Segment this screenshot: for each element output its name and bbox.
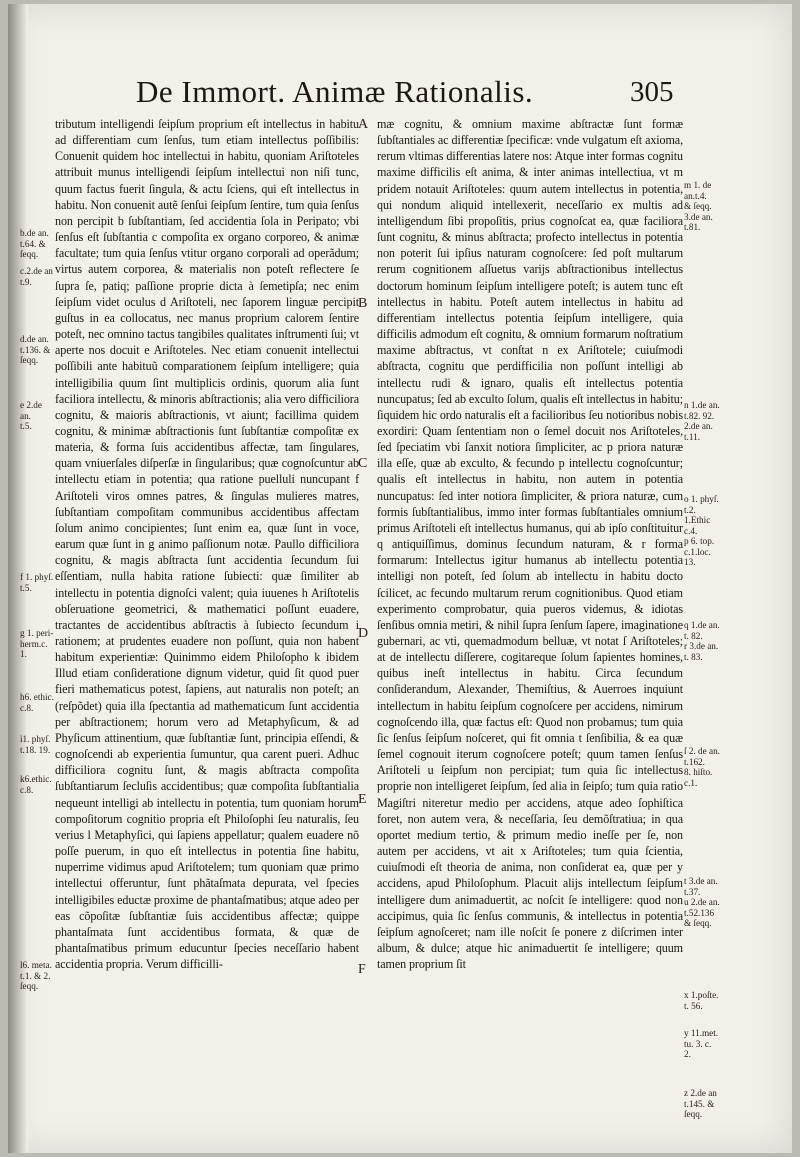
- margin-note: e 2.de an. t.5.: [20, 400, 42, 431]
- margin-note: d.de an. t.136. & ſeqq.: [20, 334, 51, 365]
- margin-note: ſ 2. de an. t.162. 8. hiſto. c.1.: [684, 746, 720, 788]
- section-letter-a: A: [358, 117, 369, 132]
- section-letter-d: D: [358, 626, 369, 641]
- margin-note: c.2.de an t.9.: [20, 266, 53, 287]
- right-text-column: [377, 116, 683, 972]
- left-column-text: tributum intelligendi ſeipſum proprium eſt intellectus in habitu ad differentiam cum ſenſus, tum etiam intellectus poſſibilis: Conuenit quidem hoc intellectui in habitu, quoniam Ariſtoteles attribuit munus intelligendi ſeipſum intellectui non niſi tunc, quum factus fuerit ſingula, & actu ſciens, qui eſt intellectus in habitu. Non conuenit autẽ ſenſui ſeipſum ſentire, tum quia ſenſus non percipit b ſubſtantiam, ſed accidentia ſola in Peripato; vbi ſenſus eſt ſubſtantia c compoſita ex organo corporeo, & animæ facultate; tum quia ſenſus vtitur organo corporali ad operãdum; virtus autem corporea, & materialis non poteſt reflectere ſe ſupra ſe, patiq; paſſione proprie dicta à ſemetipſa; nec enim ſeipſum videt oculus d Ariſtoteli, nec ſaporem linguæ percipit guſtus in ea collocatus, nec manus proprium calorem ſentire poteſt, nec omnino tactus tangibiles qualitates inſtrumenti ſui; vt aperte nos docuit e Ariſtoteles. Nec etiam conuenit intellectui poſſibili ante habituũ comparationem ſeipſum intelligere; quia intelligibilia quum ſint multiplicis ordinis, quorum alia ſunt faciliora intellectu, & minoris abſtractionis; alia vero difficiliora cognitu, & maioris abſtractionis, vt aiunt; facillima quidem cognitu, & minimæ abſtractionis ſunt ſubſtantiæ compoſitæ ex materia, & forma ſuis accidentibus affectæ, tam ſingulares, quam vniuerſales diſperſæ in ſingularibus; quæ cognoſcuntur ab intellectu etiam in potentia; qua ratione puelluli nuncupant f Ariſtoteli viros omnes patres, & ſingulas mulieres matres, ſubſtantiam compoſitam communibus accidentibus affectam ſolum animo concipientes; ſunt enim ea, quæ ſunt in voce, earum quæ ſunt in g animo paſſionum notæ. Paullo difficiliora cognitu, & magis abſtracta ſunt accidentia ſecundum ſui eſſentiam, nulla habita ratione ſubiecti: quæ ſimiliter ab intellectu in potentia dignoſci valent; quia iuuenes h Ariſtotelis obſeruatione geometrici, & mathematici poſſunt euadere, tractantes de accidentibus abſtractis à ſubiecto ſecundum i rationem; at prudentes euadere non poſſunt, quia non habent habitum experientiæ: Quinimmo eidem Philoſopho k ibidem Illud etiam conſideratione dignum videtur, quid ſit quod puer fieri mathematicus potest, ſapiens, aut naturalis non poteſt; an (reſpõdet) quia illa ſpectantia ad mathematicum ſunt accidentia per abſtractionem; horum vero ad Metaphyſicum, & ad Phyſicum attinentium, quæ ſubſtantiæ ſunt, principia eſſendi, & cognoſcendi ab experientia ſumuntur, qua carent pueri. Adhuc difficiliora cognitu ſunt, & magis abſtracta compoſita ſubſtantiarum ſecluſis accidentibus; quæ compoſita ſubſtantialia nequeunt intelligi ab intellectu in potentia, tum quoniam horum compoſitorum cognitio propria eſt Philoſophi ſeu naturalis, ſeu verius l Metaphyſici, qui ſapiens appellatur; qualem euadere nõ poſſe puerum, in quo eſt intellectus in potentia ſine habitu, nuperrime vidimus apud Ariſtotelem; tum quoniam quæ primo intellectui offeruntur, ſunt phãtaſmata depurata, vel ſpecies intelligibiles eductæ proxime de phantaſmatibus; atque adeo per eas cõpoſitæ ſubſtantiæ ſuis accidentibus affectæ; quippe phantaſmata ſunt accidentibus formata, & quæ de phantaſmatibus primum educuntur ſpecies neceſſario habent accidentia propria. Verum difficilli-: [55, 117, 359, 972]
- book-page: [8, 4, 792, 1153]
- left-text-column: [55, 116, 359, 972]
- margin-note: i1. phyſ. t.18. 19.: [20, 734, 51, 755]
- margin-note: f 1. phyſ. t.5.: [20, 572, 54, 593]
- margin-note: l6. meta. t.1. & 2. ſeqq.: [20, 960, 52, 991]
- margin-note: q 1.de an. t. 82. r 3.de an. t. 83.: [684, 620, 720, 662]
- section-letter-c: C: [358, 456, 368, 471]
- margin-note: o 1. phyſ. t.2. 1.Ethic c.4. p 6. top. c.1.loc. 13.: [684, 494, 719, 567]
- margin-note: n 1.de an. t.82. 92. 2.de an. t.11.: [684, 400, 720, 442]
- margin-note: z 2.de an t.145. & ſeqq.: [684, 1088, 717, 1119]
- margin-note: h6. ethic. c.8.: [20, 692, 54, 713]
- margin-note: t 3.de an. t.37. u 2.de an. t.52.136 & ſeqq.: [684, 876, 720, 928]
- page-number: 305: [630, 76, 674, 108]
- margin-note: m 1. de an.t.4. & ſeqq. 3.de an. t.81.: [684, 180, 713, 232]
- running-title: De Immort. Animæ Rationalis.: [136, 74, 534, 109]
- page-header: [8, 74, 792, 118]
- margin-note: y 11.met. tu. 3. c. 2.: [684, 1028, 719, 1059]
- right-column-text: mæ cognitu, & omnium maxime abſtractæ ſunt formæ ſubſtantiales ac differentiæ ſpecificæ: vnde vulgatum eſt axioma, rerum vltimas differentias latere nos: Atque inter formas cognitu maxime difficilis eſt anima, & inter animas intellectiua, vt m pridem notauit Ariſtoteles: quum autem intellectus in potentia, qui nondum aliquid intellexerit, neceſſario ex multis ad intelligendum ſibi propoſitis, prius cognoſcat ea, quæ faciliora ſunt cognitu, & minus abſtracta; profecto intellectus in potentia non poterit ſui ipſius naturam cognoſcere: ſed poſt multarum rerum cognitionem aſſuetus varijs abſtractionibus intellectus doctorum hominum ſeipſum intelligere poteſt; is autem tunc eſt intellectus in habitu. Poteſt autem intellectus in habitu ad differentiam intellectus potentia ſeipſum intelligere, quia difficilis admodum eſt cognitu, & omnium formarum noſtratium maxime abſtractus, vt conſtat n ex Ariſtotele; cuiuſmodi abſtracta, cognitu que perdifficilia non poſſunt intelligi ab intellectu rudi & ignaro, qualis eſt intellectus potentia nuncupatus; ſed ab exculto ſolum, qualis eſt intellectus in habitu; ſiquidem hic ordo naturalis eſt a facilioribus ſeu notioribus nobis exordiri: Quam ſententiam non o ſemel docuit nos Ariſtoteles, ſed ſpeciatim vbi ſanxit notiora ſimpliciter, ac p priora naturæ illa eſſe, quæ ab exculto, & fecundo p intellectu cognoſcuntur; qualis eſt intellectus in habitu, non autem in potentia nuncupatus: ſed inter notiora ſimpliciter, & priora naturæ, cum formis ſubſtantialibus, immo inter formas ſubſtantiales omnium primus Ariſtoteli eſt intellectus humanus, qui ab ipſo conſtituitur q antiquiſſimus, dominus ſecundum naturam, & r forma formarum: Intellectus igitur humanus ab intellectu potentia intelligi non poteſt, ſed ſolum ab intellectu in habitu docto ſcilicet, ac fecundo multarum rerum cognitionibus. Quod etiam experimento comprobatur, quia pueros videmus, & idiotas ſenſibus omnia metiri, & nihil ſupra ſenſum ſapere, imaginatione gubernari, ac vti, quemadmodum belluæ, vt notat ſ Ariſtoteles; at de intellectu diſſerere, cogitareque ſolum ſapientes homines, quibus ineſt intellectus in habitu. Circa ſecundum conſiderandum, Alexander, Themiſtius, & Auerroes inquiunt intellectum in habitu ſeipſum cognoſcere per accidens, nimirum cognoſcendo illa, quæ factus eſt: Quod non probamus; tum quia ſic ſenſus ſeipſum noſceret, qui fit omnia t ſenſibilia, & ea quæ ſemel cognouit iterum cognoſcere poteſt; quum tamen ſenſus Ariſtoteli u ſeipſum non percipiat; tum quia ſic intellectus proprie non intelligeret ſeipſum, ſed alia in ſeipſo; tum quia ratio Magiſtri niteretur medio per accidens, atque adeo ſophiſtica foret, non autem vera, & neceſſaria, ſeu demõſtratiua; in qua oportet medium tertio, & primum medio ineſſe per ſe, non autem per accidens, vt ait x Ariſtoteles; tum quia ſcientia, cuiuſmodi eſt theoria de anima, non conſiderat ea, quæ per y accidens, apud Philoſophum. Placuit alijs intellectum ſeipſum intelligere dum animaduertit, ac noſcit ſe intelligere: quod non accipimus, quia ſic ſenſus communis, & intellectus in potentia ſeipſum agnoſceret; nam ille noſcit ſe ponere z diſcrimen inter album, & dulce; atque hic animaduertit ſe intelligere; quum tamen proprium ſit: [377, 117, 683, 972]
- section-letter-b: B: [358, 296, 368, 311]
- margin-note: x 1.poſte. t. 56.: [684, 990, 719, 1011]
- margin-note: k6.ethic. c.8.: [20, 774, 52, 795]
- margin-note: b.de an. t.64. & ſeqq.: [20, 228, 49, 259]
- margin-note: g 1. peri- herm.c. 1.: [20, 628, 54, 659]
- section-letter-f: F: [358, 962, 366, 977]
- section-letter-e: E: [358, 792, 367, 807]
